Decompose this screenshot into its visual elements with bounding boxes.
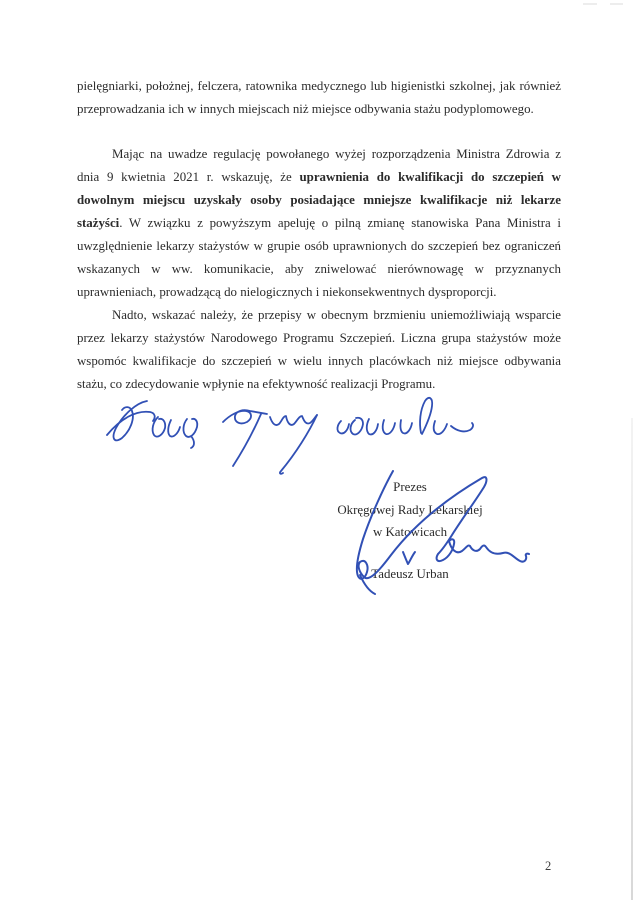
signer-organization: Okręgowej Rady Lekarskiej [337,502,483,517]
handwritten-signature [335,465,535,597]
paragraph-text: pielęgniarki, położnej, felczera, ratownika medycznego lub higienistki szkolnej, jak również przeprowadzania ich w innych miejscach niż miejsce odbywania stażu podyplomowego. [77,79,561,116]
scan-edge-artifact [631,418,633,900]
paragraph-bold-text: uprawnienia do kwalifikacji do szczepień w dowolnym miejscu uzyskały osoby posiadające mniejsze kwalifikacje niż lekarze stażyści [77,170,561,230]
paragraph-continuation [77,75,561,121]
scan-top-artifact [583,3,597,5]
paragraph-closing-argument [77,304,561,396]
signer-title: Prezes [393,480,427,494]
paragraph-appeal [77,143,561,304]
letter-body [77,75,561,396]
paragraph-text: . W związku z powyższym apeluję o pilną zmianę stanowiska Pana Ministra i uwzględnienie lekarzy stażystów w grupie osób uprawnionych do szczepień bez ograniczeń wskazanych w ww. komunikacie, aby zniwelować nierównowagę w przyznanych uprawnieniach, prowadzącą do nielogicznych i niekonsekwentnych dysproporcji. [77,216,561,299]
page-number: 2 [545,859,552,873]
paragraph-text: Mając na uwadze regulację powołanego wyżej rozporządzenia Ministra Zdrowia z dnia 9 kwietnia 2021 r. wskazuję, że [77,147,561,184]
paragraph-text: Nadto, wskazać należy, że przepisy w obecnym brzmieniu uniemożliwiają wsparcie przez lekarzy stażystów Narodowego Programu Szczepień. Liczna grupa stażystów może wspomóc kwalifikacje do szczepień w wielu innych placówkach niż miejsce odbywania stażu, co zdecydowanie wpłynie na efektywność realizacji Programu. [77,308,561,391]
scan-top-artifact [610,3,623,5]
signer-name: Tadeusz Urban [371,566,449,581]
signer-location: w Katowicach [372,525,448,539]
